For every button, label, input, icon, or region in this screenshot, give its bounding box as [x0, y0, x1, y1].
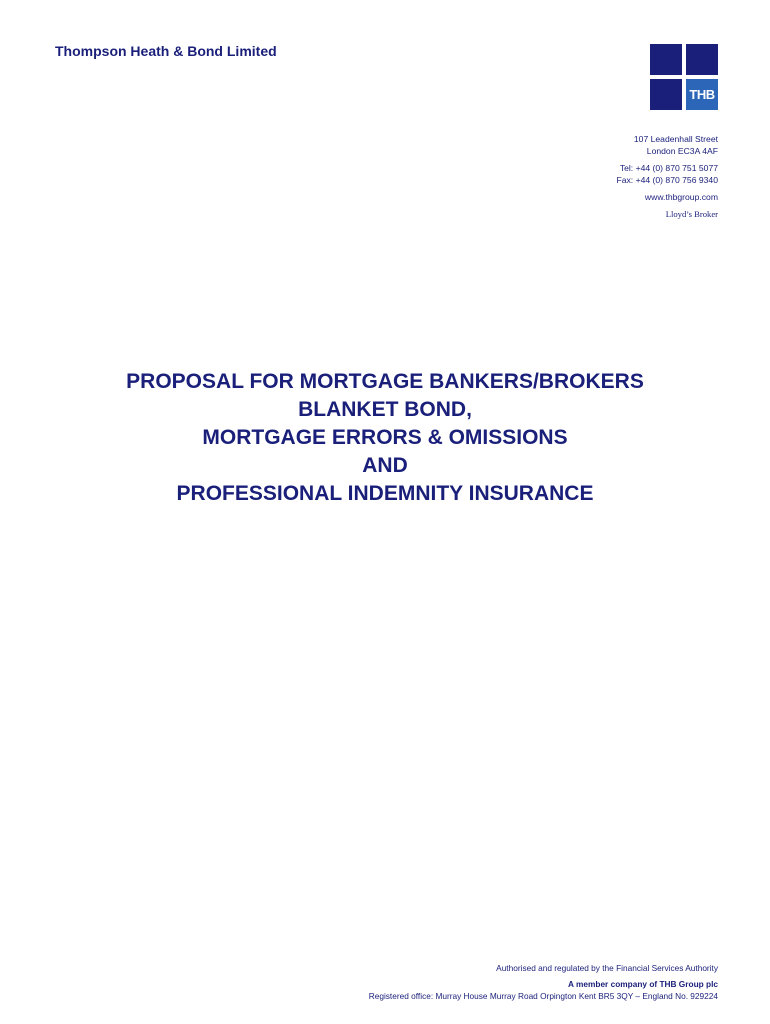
lloyds-broker: Lloyd’s Broker [665, 209, 718, 219]
address-tel: Tel: +44 (0) 870 751 5077 [619, 163, 718, 173]
address-street: 107 Leadenhall Street [633, 134, 718, 144]
logo-square-top-right [686, 44, 718, 75]
company-name: Thompson Heath & Bond Limited [55, 43, 277, 59]
title-line-1: PROPOSAL FOR MORTGAGE BANKERS/BROKERS [126, 370, 644, 393]
logo-square-bottom-left [650, 79, 682, 110]
title-line-4: AND [362, 454, 408, 477]
title-line-3: MORTGAGE ERRORS & OMISSIONS [202, 426, 568, 449]
logo-text: THB [686, 79, 718, 110]
document-title [0, 368, 770, 508]
title-line-2: BLANKET BOND, [298, 398, 472, 421]
address-block [616, 133, 718, 220]
footer-registered: Registered office: Murray House Murray Road Orpington Kent BR5 3QY – England No. 929224 [368, 991, 718, 1001]
thb-logo [650, 44, 718, 110]
address-city: London EC3A 4AF [646, 146, 718, 156]
footer-member: A member company of THB Group plc [568, 979, 718, 989]
footer [369, 962, 718, 1002]
address-website: www.thbgroup.com [644, 192, 718, 202]
footer-authorised: Authorised and regulated by the Financial Services Authority [496, 963, 718, 973]
title-line-5: PROFESSIONAL INDEMNITY INSURANCE [176, 482, 594, 505]
address-fax: Fax: +44 (0) 870 756 9340 [616, 175, 718, 185]
logo-square-top-left [650, 44, 682, 75]
